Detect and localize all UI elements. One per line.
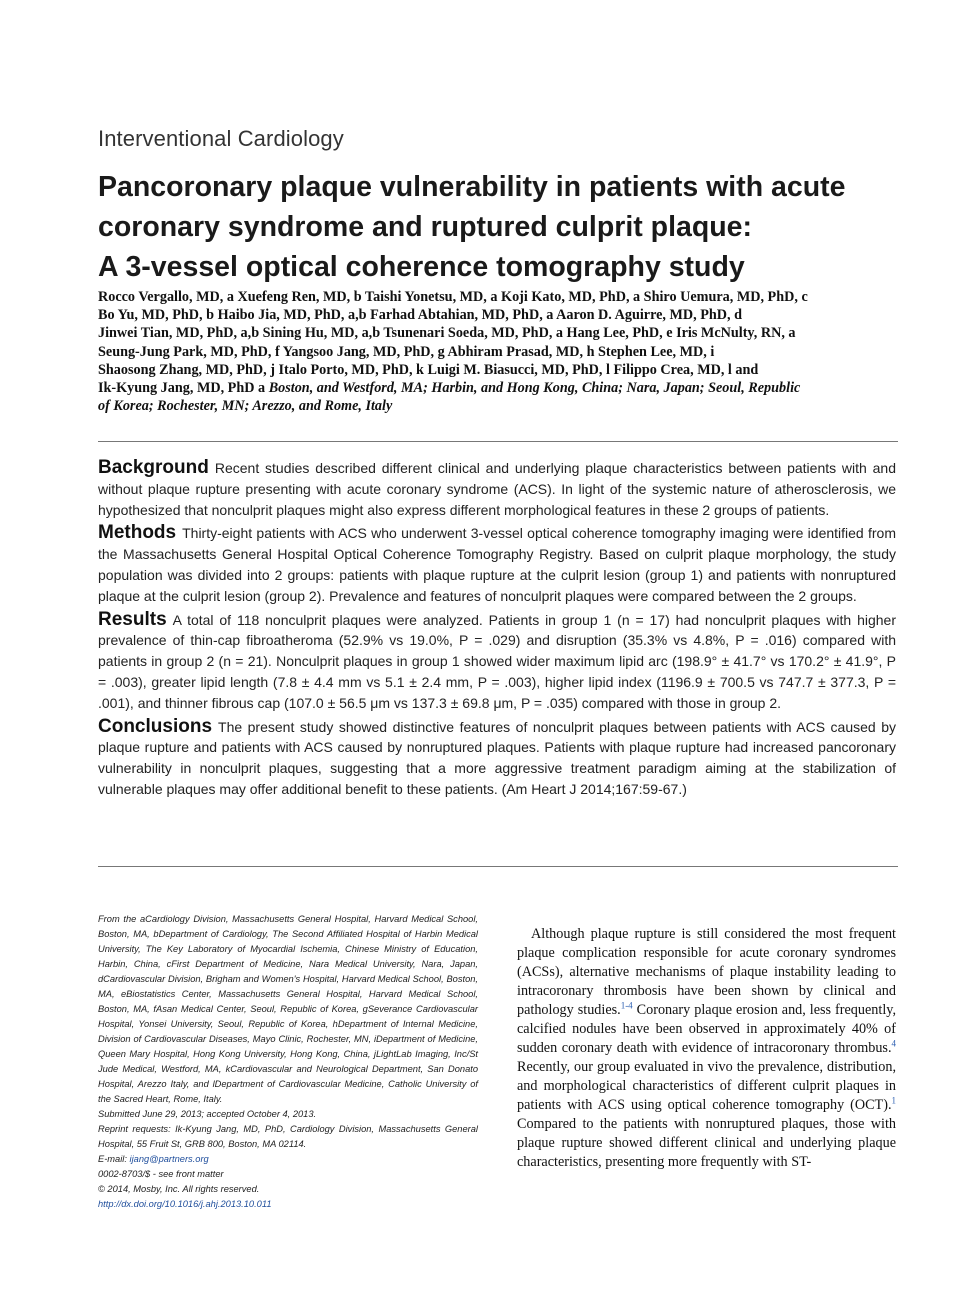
affiliation-locations-cont: of Korea; Rochester, MN; Arezzo, and Rome, Italy — [98, 398, 393, 415]
doi-link[interactable]: http://dx.doi.org/10.1016/j.ahj.2013.10.011 — [98, 1199, 272, 1209]
email-label: E-mail: — [98, 1154, 130, 1164]
body-text-3: Recently, our group evaluated in vivo the prevalence, distribution, and morphological characteristics of different culprit plaques in patients with ACS using optical coherence tomography (OCT). — [517, 1059, 896, 1113]
title-line: Pancoronary plaque vulnerability in patients with acute — [98, 171, 846, 203]
abstract — [98, 458, 896, 803]
reprint-note: Reprint requests: Ik-Kyung Jang, MD, PhD, Cardiology Division, Massachusetts General Hospital, 55 Fruit St, GRB 800, Boston, MA 02114. — [98, 1124, 478, 1149]
author-line: Jinwei Tian, MD, PhD, a,b Sining Hu, MD, a,b Tsunenari Soeda, MD, PhD, a Hang Lee, PhD, e Iris McNulty, RN, a — [98, 325, 796, 342]
results-heading: Results — [98, 608, 167, 630]
citation-link[interactable]: 1 — [891, 1095, 896, 1106]
author-line: Bo Yu, MD, PhD, b Haibo Jia, MD, PhD, a,b Farhad Abtahian, MD, PhD, a Aaron D. Aguirre, MD, PhD, d — [98, 307, 743, 324]
author-list — [98, 288, 898, 415]
abstract-results — [98, 610, 896, 714]
submitted-note: Submitted June 29, 2013; accepted October 4, 2013. — [98, 1109, 317, 1119]
author-line-last — [98, 379, 898, 397]
body-text — [517, 925, 896, 1172]
intro-paragraph — [517, 925, 896, 1172]
abstract-background — [98, 458, 896, 520]
divider-bottom — [98, 866, 898, 867]
issn-note: 0002-8703/$ - see front matter — [98, 1169, 224, 1179]
body-text-1: Although plaque rupture is still considered the most frequent plaque complication responsible for acute coronary syndromes (ACSs), alternative mechanisms of plaque instability leading to intracoronary thrombosis have been shown by clinical and pathology studies. — [517, 926, 896, 1018]
methods-text: Thirty-eight patients with ACS who underwent 3-vessel optical coherence tomography imaging were identified from the Massachusetts General Hospital Optical Coherence Tomography Registry. Based on culprit plaque morphology, the study population was divided into 2 groups: patients with plaque rupture at the culprit lesion (group 1) and patients with nonruptured plaque at the culprit lesion (group 2). Prevalence and features of nonculprit plaques were compared between the 2 groups. — [98, 525, 896, 604]
citation-link[interactable]: 4 — [891, 1038, 896, 1049]
conclusions-text: The present study showed distinctive features of nonculprit plaques between patients with ACS caused by plaque rupture and patients with ACS caused by nonruptured plaques. Patients with plaque rupture had increased pancoronary vulnerability in nonculprit plaques, suggesting that a more aggressive treatment paradigm aiming at the stabilization of vulnerable plaques may offer additional benefit to these patients. (Am Heart J 2014;167:59-67.) — [98, 718, 896, 797]
author-line: Rocco Vergallo, MD, a Xuefeng Ren, MD, b Taishi Yonetsu, MD, a Koji Kato, MD, PhD, a Shiro Uemura, MD, PhD, c — [98, 289, 808, 305]
email-link[interactable]: ijang@partners.org — [129, 1154, 209, 1164]
title-line: A 3-vessel optical coherence tomography study — [98, 251, 745, 283]
footnotes — [98, 912, 478, 1212]
body-text-2: Coronary plaque erosion and, less frequently, calcified nodules have been observed in approximately 40% of sudden coronary death with evidence of intracoronary thrombus. — [517, 1002, 896, 1056]
copyright-note: © 2014, Mosby, Inc. All rights reserved. — [98, 1184, 260, 1194]
abstract-methods — [98, 523, 896, 606]
article-title — [98, 167, 908, 287]
author-line: Shaosong Zhang, MD, PhD, j Italo Porto, MD, PhD, k Luigi M. Biasucci, MD, PhD, l Filippo Crea, MD, l and — [98, 361, 759, 378]
body-text-4: Compared to the patients with nonruptured plaques, those with plaque rupture showed different clinical and underlying plaque characteristics, presenting more frequently with ST- — [517, 1116, 896, 1170]
affiliation-locations: Boston, and Westford, MA; Harbin, and Hong Kong, China; Nara, Japan; Seoul, Republic — [265, 380, 801, 397]
conclusions-heading: Conclusions — [98, 715, 213, 737]
author-line: Seung-Jung Park, MD, PhD, f Yangsoo Jang, MD, PhD, g Abhiram Prasad, MD, h Stephen Lee, MD, i — [98, 343, 715, 360]
methods-heading: Methods — [98, 522, 177, 544]
abstract-conclusions — [98, 717, 896, 800]
last-author: Ik-Kyung Jang, MD, PhD a — [98, 380, 266, 397]
title-line: coronary syndrome and ruptured culprit plaque: — [98, 211, 753, 243]
divider-top — [98, 441, 898, 442]
email-note — [98, 1152, 478, 1167]
background-heading: Background — [98, 457, 209, 478]
background-text: Recent studies described different clinical and underlying plaque characteristics between patients with and without plaque rupture presenting with acute coronary syndrome (ACS). In light of the systemic nature of atherosclerosis, we hypothesized that nonculprit plaques might also express different morphological features in these 2 groups of patients. — [98, 460, 896, 518]
citation-link[interactable]: 1-4 — [620, 1000, 633, 1011]
affiliations-footnote: From the aCardiology Division, Massachusetts General Hospital, Harvard Medical School, Boston, MA, bDepartment of Cardiology, The Second Affiliated Hospital of Harbin Medical University, The Key Laboratory of Myocardial Ischemia, Chinese Ministry of Education, Harbin, China, cFirst Department of Medicine, Nara Medical University, Nara, Japan, dCardiovascular Division, Brigham and Women's Hospital, Harvard Medical School, Boston, MA, eBiostatistics Center, Massachusetts General Hospital, Harvard Medical School, Boston, MA, fAsan Medical Center, Seoul, Republic of Korea, gSeverance Cardiovascular Hospital, Yonsei University, Seoul, Republic of Korea, hDepartment of Internal Medicine, Division of Cardiovascular Diseases, Mayo Clinic, Rochester, MN, iDepartment of Medicine, Queen Mary Hospital, Hong Kong University, Hong Kong, China, jLightLab Imaging, Inc/St Jude Medical, Westford, MA, kCardiovascular and Neurological Department, San Donato Hospital, Arezzo Italy, and lDepartment of Cardiovascular Medicine, Catholic University of the Sacred Heart, Rome, Italy. — [98, 914, 478, 1104]
section-label: Interventional Cardiology — [98, 126, 344, 151]
results-text: A total of 118 nonculprit plaques were analyzed. Patients in group 1 (n = 17) had nonculprit plaques with higher prevalence of thin-cap fibroatheroma (52.9% vs 19.0%, P = .029) and disruption (35.3% vs 4.8%, P = .016) compared with patients in group 2 (n = 21). Nonculprit plaques in group 1 showed wider maximum lipid arc (198.9° ± 41.7° vs 170.2° ± 41.9°, P = .003), greater lipid length (7.8 ± 4.4 mm vs 5.1 ± 2.4 mm, P = .003), higher lipid index (1196.9 ± 700.5 vs 747.7 ± 377.3, P = .001), and thinner fibrous cap (107.0 ± 56.5 μm vs 137.3 ± 69.8 μm, P = .035) compared with those in group 2. — [98, 611, 896, 711]
